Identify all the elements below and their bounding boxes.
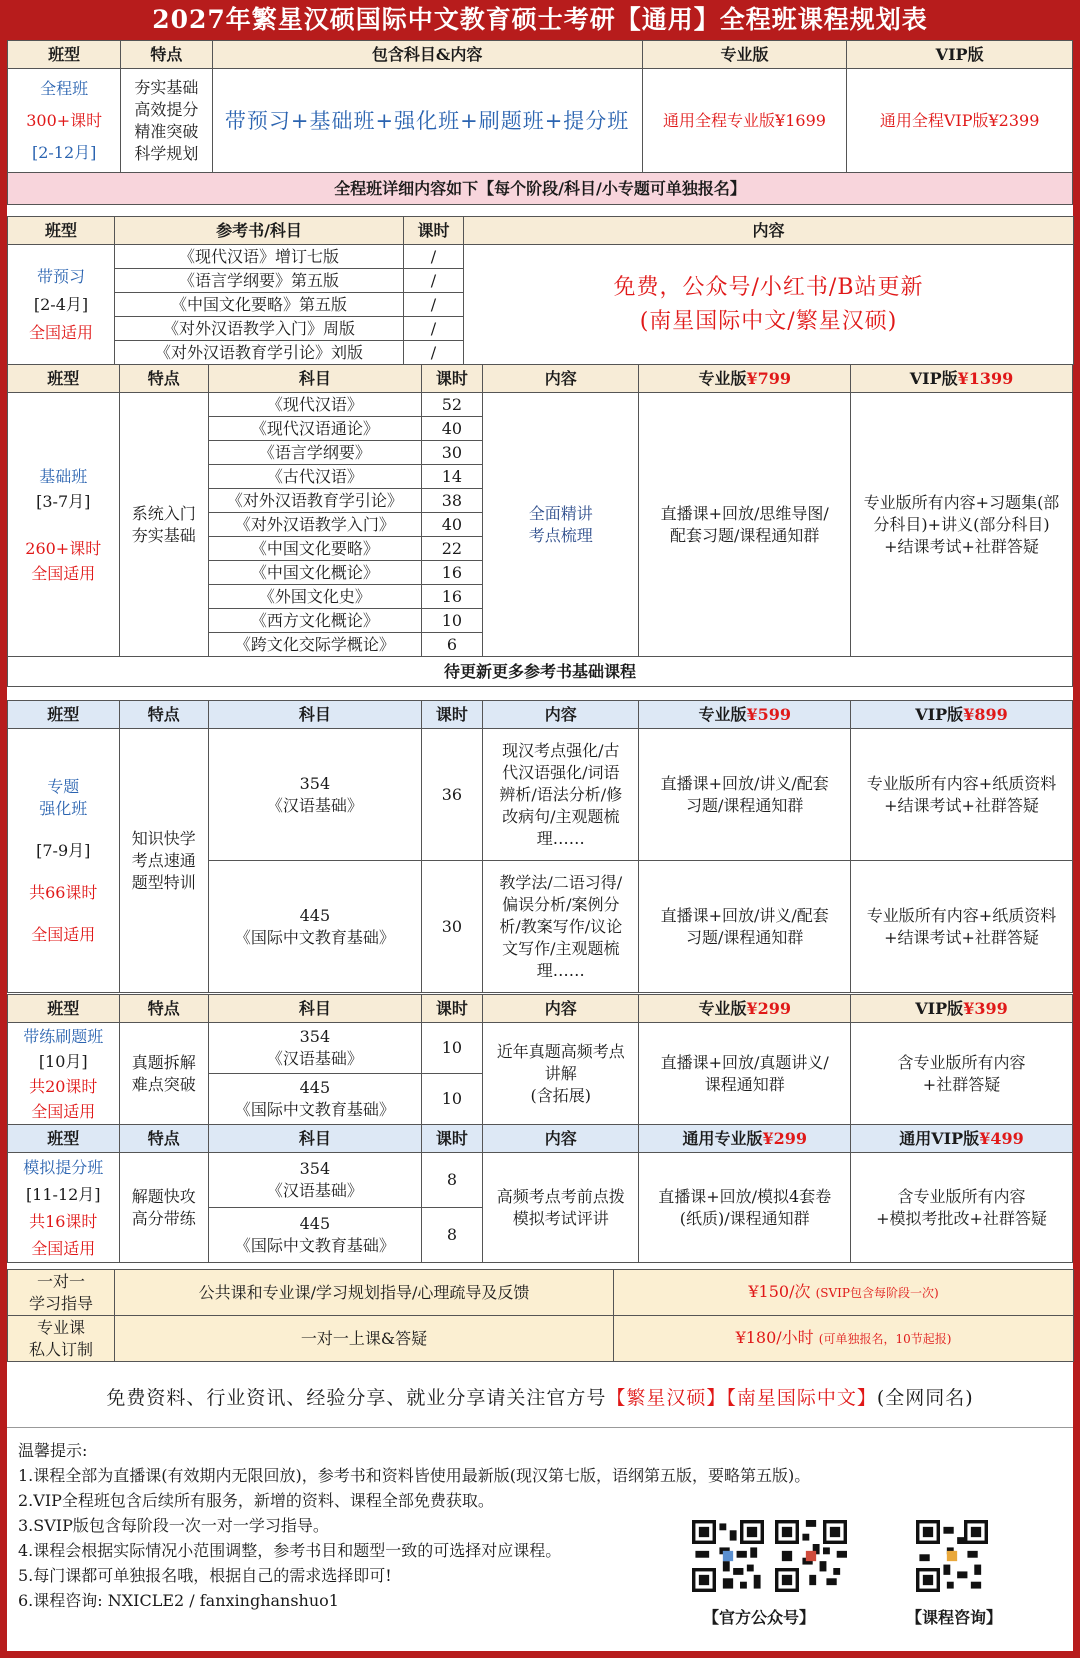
qr-code-consult-icon — [916, 1520, 988, 1592]
intensive-features — [119, 729, 209, 993]
header-content: 内容 — [464, 217, 1074, 245]
note-item: 2.VIP全程班包含后续所有服务，新增的资料、课程全部免费获取。 — [18, 1491, 494, 1510]
basic-hours: 260+课时 — [25, 538, 102, 558]
content-line: +结课考试+社群答疑 — [884, 536, 1039, 556]
drill-features — [119, 1023, 209, 1125]
content-line: (含拓展) — [530, 1085, 592, 1105]
intensive-content-354 — [483, 729, 639, 861]
full-course-features — [121, 69, 212, 173]
content-line: 直播课+回放/思维导图/ — [660, 503, 829, 523]
mock-subject-354 — [209, 1153, 422, 1208]
header-hours: 课时 — [404, 217, 464, 245]
header-subject: 科目 — [209, 1125, 422, 1153]
basic-table — [7, 364, 1073, 687]
intensive-subject-354 — [209, 729, 422, 861]
vip-label: VIP版 — [909, 368, 958, 388]
header-class: 班型 — [8, 1125, 120, 1153]
qr-code-official-1-icon — [692, 1520, 764, 1592]
header-feature: 特点 — [119, 995, 209, 1023]
pro-label: 通用专业版 — [682, 1128, 763, 1148]
note-item: 6.课程咨询: NXICLE2 / fanxinghanshuo1 — [18, 1591, 339, 1610]
header-pro: 专业版 — [642, 41, 847, 69]
mock-class-cell — [8, 1153, 120, 1263]
header-content: 内容 — [483, 701, 639, 729]
vip-label: VIP版 — [915, 998, 964, 1018]
content-line: 辨析/语法分析/修 — [499, 784, 623, 804]
subject-hours: 10 — [421, 609, 482, 633]
content-line: 改病句/主观题梳 — [502, 806, 620, 826]
subject-name: 《外国文化史》 — [209, 585, 422, 609]
note-item: 4.课程会根据实际情况小范围调整，参考书目和题型一致的可选择对应课程。 — [18, 1541, 562, 1560]
content-line: 现汉考点强化/古 — [502, 740, 620, 760]
subject-code: 445 — [299, 1214, 331, 1233]
feature-text: 精准突破 — [134, 121, 199, 141]
intensive-content-445 — [483, 861, 639, 993]
content-line: 代汉语强化/词语 — [502, 762, 620, 782]
drill-pro-content — [639, 1023, 851, 1125]
content-line: 习题/课程通知群 — [686, 795, 804, 815]
full-course-name: 全程班 — [40, 78, 89, 98]
content-line: 直播课+回放/讲义/配套 — [660, 773, 829, 793]
header-feature: 特点 — [121, 41, 212, 69]
subject-hours: 6 — [421, 633, 482, 657]
content-line: 讲解 — [544, 1063, 577, 1083]
price-note: (SVIP包含每阶段一次) — [815, 1286, 939, 1300]
header-hours: 课时 — [421, 1125, 482, 1153]
subject-hours: 36 — [421, 729, 482, 861]
price: ¥150/次 — [748, 1282, 811, 1301]
pro-label: 专业版 — [698, 704, 747, 724]
full-course-vip-price: 通用全程VIP版¥2399 — [847, 69, 1073, 173]
preview-table — [7, 216, 1074, 365]
feature-text: 系统入门 — [131, 503, 196, 523]
subject-name: 《中国文化概论》 — [209, 561, 422, 585]
content-line: 近年真题高频考点 — [496, 1041, 625, 1061]
content-line: 专业版所有内容+习题集(部 — [863, 492, 1060, 512]
free-line-1: 免费，公众号/小红书/B站更新 — [613, 274, 924, 300]
pro-label: 专业版 — [698, 998, 747, 1018]
feature-text: 真题拆解 — [131, 1052, 196, 1072]
basic-class-name: 基础班 — [39, 466, 88, 486]
book-name: 《中国文化要略》第五版 — [115, 293, 404, 317]
subject-hours: 10 — [421, 1074, 482, 1125]
subject-name: 《国际中文教育基础》 — [234, 1100, 395, 1119]
subject-name: 《中国文化要略》 — [209, 537, 422, 561]
header-class: 班型 — [8, 995, 120, 1023]
header-vip — [850, 365, 1072, 393]
notes — [18, 1438, 811, 1613]
content-line: 理…… — [536, 960, 585, 980]
content-line: 直播课+回放/模拟4套卷 — [658, 1186, 832, 1206]
label-line: 一对一 — [36, 1271, 85, 1291]
basic-months: [3-7月] — [36, 491, 91, 511]
header-class: 班型 — [8, 41, 121, 69]
feature-text: 解题快攻 — [131, 1186, 196, 1206]
book-hours: / — [404, 269, 464, 293]
mock-class-name: 模拟提分班 — [23, 1157, 104, 1177]
vip-price: ¥1399 — [957, 368, 1014, 388]
subject-hours: 8 — [421, 1208, 482, 1263]
intensive-pro-445 — [639, 861, 851, 993]
subject-hours: 16 — [421, 561, 482, 585]
content-line: 习题/课程通知群 — [686, 927, 804, 947]
book-name: 《对外汉语教育学引论》刘版 — [115, 341, 404, 365]
pro-price: ¥599 — [746, 704, 791, 724]
feature-text: 科学规划 — [134, 143, 199, 163]
mock-features — [119, 1153, 209, 1263]
basic-features — [119, 393, 209, 657]
pro-label: 专业版 — [698, 368, 747, 388]
subject-code: 445 — [299, 1078, 331, 1097]
content-line: 理…… — [536, 828, 585, 848]
header-feature: 特点 — [119, 1125, 209, 1153]
follow-line — [0, 1383, 1080, 1413]
header-class: 班型 — [8, 217, 115, 245]
subject-name: 《跨文化交际学概论》 — [209, 633, 422, 657]
subject-hours: 52 — [421, 393, 482, 417]
mock-hours: 共16课时 — [29, 1211, 98, 1231]
subject-name: 《对外汉语教学入门》 — [209, 513, 422, 537]
drill-subject-354 — [209, 1023, 422, 1074]
mock-subject-445 — [209, 1208, 422, 1263]
subject-code: 354 — [299, 1027, 331, 1046]
header-pro — [639, 701, 851, 729]
subject-hours: 8 — [421, 1153, 482, 1208]
follow-name-2: 【南星国际中文】 — [726, 1387, 877, 1409]
intensive-class-name: 专题 — [47, 776, 80, 796]
content-line: 课程通知群 — [704, 1074, 785, 1094]
note-item: 5.每门课都可单独报名哦，根据自己的需求选择即可! — [18, 1566, 392, 1585]
content-line: 专业版所有内容+纸质资料 — [866, 905, 1057, 925]
subject-name: 《汉语基础》 — [266, 795, 363, 815]
drill-hours: 共20课时 — [29, 1076, 98, 1096]
basic-vip-content — [850, 393, 1072, 657]
feature-text: 题型特训 — [131, 872, 196, 892]
book-name: 《语言学纲要》第五版 — [115, 269, 404, 293]
header-subject: 科目 — [209, 701, 422, 729]
qr-code-official-2-icon — [775, 1520, 847, 1592]
header-hours: 课时 — [421, 995, 482, 1023]
mock-table — [7, 1124, 1073, 1263]
subject-name: 《汉语基础》 — [266, 1181, 363, 1200]
subject-name: 《对外汉语教育学引论》 — [209, 489, 422, 513]
book-hours: / — [404, 293, 464, 317]
basic-pro-content — [639, 393, 851, 657]
content-line: 模拟考试评讲 — [512, 1208, 609, 1228]
one-on-one-price — [614, 1270, 1074, 1316]
content-line: 全面精讲 — [528, 503, 593, 523]
drill-scope: 全国适用 — [31, 1101, 96, 1121]
custom-label — [8, 1316, 115, 1362]
note-item: 1.课程全部为直播课(有效期内无限回放)，参考书和资料皆使用最新版(现汉第七版，语纲第五版，要略第五版)。 — [18, 1466, 811, 1485]
content-line: 高频考点考前点拨 — [496, 1186, 625, 1206]
subject-hours: 40 — [421, 513, 482, 537]
content-line: +社群答疑 — [922, 1074, 1001, 1094]
mock-months: [11-12月] — [25, 1184, 101, 1204]
book-name: 《对外汉语教学入门》周版 — [115, 317, 404, 341]
content-line: 直播课+回放/讲义/配套 — [660, 905, 829, 925]
subject-code: 445 — [299, 905, 331, 925]
header-subject: 科目 — [209, 365, 422, 393]
vip-label: 通用VIP版 — [899, 1128, 980, 1148]
divider — [7, 1427, 1073, 1428]
vip-label: VIP版 — [915, 704, 964, 724]
label-line: 私人订制 — [28, 1339, 93, 1359]
content-line: 含专业版所有内容 — [897, 1052, 1026, 1072]
header-feature: 特点 — [119, 365, 209, 393]
content-line: 分科目)+讲义(部分科目) — [873, 514, 1050, 534]
subject-hours: 38 — [421, 489, 482, 513]
feature-text: 夯实基础 — [134, 77, 199, 97]
one-on-one-content: 公共课和专业课/学习规划指导/心理疏导及反馈 — [115, 1270, 614, 1316]
price-note: (可单独报名，10节起报) — [818, 1332, 952, 1346]
drill-class-cell — [8, 1023, 120, 1125]
full-course-cell — [8, 69, 121, 173]
overview-table — [7, 40, 1073, 205]
header-vip — [850, 1125, 1072, 1153]
qr-official-label: 【官方公众号】 — [703, 1608, 816, 1627]
header-vip — [850, 701, 1072, 729]
full-course-content: 带预习+基础班+强化班+刷题班+提分班 — [212, 69, 642, 173]
drill-content — [483, 1023, 639, 1125]
intensive-scope: 全国适用 — [31, 924, 96, 944]
pro-price: ¥799 — [746, 368, 791, 388]
feature-text: 考点速通 — [131, 850, 196, 870]
subject-name: 《现代汉语》 — [209, 393, 422, 417]
notes-title: 温馨提示: — [18, 1441, 88, 1460]
drill-vip-content — [850, 1023, 1072, 1125]
qr-consult-label: 【课程咨询】 — [906, 1608, 1003, 1627]
header-pro — [639, 1125, 851, 1153]
mock-pro-content — [639, 1153, 851, 1263]
content-line: 文写作/主观题梳 — [502, 938, 620, 958]
custom-price — [614, 1316, 1074, 1362]
drill-class-name: 带练刷题班 — [23, 1026, 104, 1046]
custom-content: 一对一上课&答疑 — [115, 1316, 614, 1362]
basic-class-cell — [8, 393, 120, 657]
subject-name: 《汉语基础》 — [266, 1049, 363, 1068]
preview-months: [2-4月] — [33, 294, 89, 314]
note-item: 3.SVIP版包含每阶段一次一对一学习指导。 — [18, 1516, 329, 1535]
feature-text: 难点突破 — [131, 1074, 196, 1094]
header-hours: 课时 — [421, 365, 482, 393]
header-content: 内容 — [483, 365, 639, 393]
book-hours: / — [404, 317, 464, 341]
header-class: 班型 — [8, 701, 120, 729]
drill-table — [7, 994, 1073, 1125]
follow-suffix: (全网同名) — [876, 1387, 974, 1409]
subject-hours: 10 — [421, 1023, 482, 1074]
intensive-subject-445 — [209, 861, 422, 993]
subject-hours: 40 — [421, 417, 482, 441]
book-hours: / — [404, 245, 464, 269]
full-course-hours: 300+课时 — [26, 110, 103, 130]
drill-subject-445 — [209, 1074, 422, 1125]
intensive-class-cell — [8, 729, 120, 993]
content-line: +结课考试+社群答疑 — [884, 795, 1039, 815]
subject-code: 354 — [299, 773, 331, 793]
subject-hours: 30 — [421, 441, 482, 465]
subject-code: 354 — [299, 1159, 331, 1178]
header-pro — [639, 995, 851, 1023]
basic-content — [483, 393, 639, 657]
detail-bar: 全程班详细内容如下【每个阶段/科目/小专题可单独报名】 — [8, 173, 1073, 205]
pro-price: ¥299 — [746, 998, 791, 1018]
follow-name-1: 【繁星汉硕】 — [606, 1387, 727, 1409]
content-line: 教学法/二语习得/ — [499, 872, 623, 892]
header-vip: VIP版 — [847, 41, 1073, 69]
full-course-pro-price: 通用全程专业版¥1699 — [642, 69, 847, 173]
page-title: 2027年繁星汉硕国际中文教育硕士考研【通用】全程班课程规划表 — [0, 0, 1080, 40]
pending-note: 待更新更多参考书基础课程 — [8, 657, 1073, 687]
subject-hours: 30 — [421, 861, 482, 993]
vip-price: ¥399 — [963, 998, 1008, 1018]
content-line: +结课考试+社群答疑 — [884, 927, 1039, 947]
book-hours: / — [404, 341, 464, 365]
subject-hours: 14 — [421, 465, 482, 489]
full-course-months: [2-12月] — [31, 142, 97, 162]
book-name: 《现代汉语》增订七版 — [115, 245, 404, 269]
preview-class-cell — [8, 245, 115, 365]
preview-class-name: 带预习 — [36, 266, 85, 286]
header-content: 内容 — [483, 995, 639, 1023]
intensive-vip-354 — [850, 729, 1072, 861]
subject-name: 《语言学纲要》 — [209, 441, 422, 465]
intensive-vip-445 — [850, 861, 1072, 993]
content-line: 配套习题/课程通知群 — [670, 525, 820, 545]
vip-price: ¥899 — [963, 704, 1008, 724]
intensive-table — [7, 700, 1073, 993]
subject-hours: 16 — [421, 585, 482, 609]
basic-scope: 全国适用 — [31, 563, 96, 583]
header-subject: 科目 — [209, 995, 422, 1023]
free-line-2: (南星国际中文/繁星汉硕) — [639, 308, 898, 334]
content-line: 专业版所有内容+纸质资料 — [866, 773, 1057, 793]
header-pro — [639, 365, 851, 393]
pro-price: ¥299 — [762, 1128, 807, 1148]
one-on-one-label — [8, 1270, 115, 1316]
drill-months: [10月] — [38, 1051, 88, 1071]
content-line: 析/教案写作/议论 — [499, 916, 623, 936]
content-line: +模拟考批改+社群答疑 — [876, 1208, 1047, 1228]
subject-name: 《西方文化概论》 — [209, 609, 422, 633]
subject-name: 《国际中文教育基础》 — [234, 1236, 395, 1255]
header-books: 参考书/科目 — [115, 217, 404, 245]
content-line: 偏误分析/案例分 — [502, 894, 620, 914]
subject-hours: 22 — [421, 537, 482, 561]
preview-scope: 全国适用 — [28, 322, 93, 342]
subject-name: 《国际中文教育基础》 — [234, 927, 395, 947]
header-feature: 特点 — [119, 701, 209, 729]
header-hours: 课时 — [421, 701, 482, 729]
header-class: 班型 — [8, 365, 120, 393]
mock-scope: 全国适用 — [31, 1238, 96, 1258]
subject-name: 《古代汉语》 — [209, 465, 422, 489]
intensive-hours: 共66课时 — [29, 882, 98, 902]
feature-text: 夯实基础 — [131, 525, 196, 545]
mock-vip-content — [850, 1153, 1072, 1263]
price: ¥180/小时 — [735, 1328, 814, 1347]
header-vip — [850, 995, 1072, 1023]
content-line: (纸质)/课程通知群 — [679, 1208, 810, 1228]
label-line: 专业课 — [36, 1317, 85, 1337]
intensive-class-name: 强化班 — [39, 798, 88, 818]
feature-text: 高效提分 — [134, 99, 199, 119]
content-line: 直播课+回放/真题讲义/ — [660, 1052, 829, 1072]
subject-name: 《现代汉语通论》 — [209, 417, 422, 441]
preview-free-cell — [464, 245, 1074, 365]
header-content: 包含科目&内容 — [212, 41, 642, 69]
feature-text: 知识快学 — [131, 828, 196, 848]
content-line: 考点梳理 — [528, 525, 593, 545]
feature-text: 高分带练 — [131, 1208, 196, 1228]
private-table — [7, 1269, 1074, 1362]
label-line: 学习指导 — [28, 1293, 93, 1313]
header-content: 内容 — [483, 1125, 639, 1153]
vip-price: ¥499 — [979, 1128, 1024, 1148]
intensive-pro-354 — [639, 729, 851, 861]
follow-prefix: 免费资料、行业资讯、经验分享、就业分享请关注官方号 — [106, 1387, 607, 1409]
mock-content — [483, 1153, 639, 1263]
intensive-months: [7-9月] — [36, 840, 91, 860]
content-line: 含专业版所有内容 — [897, 1186, 1026, 1206]
